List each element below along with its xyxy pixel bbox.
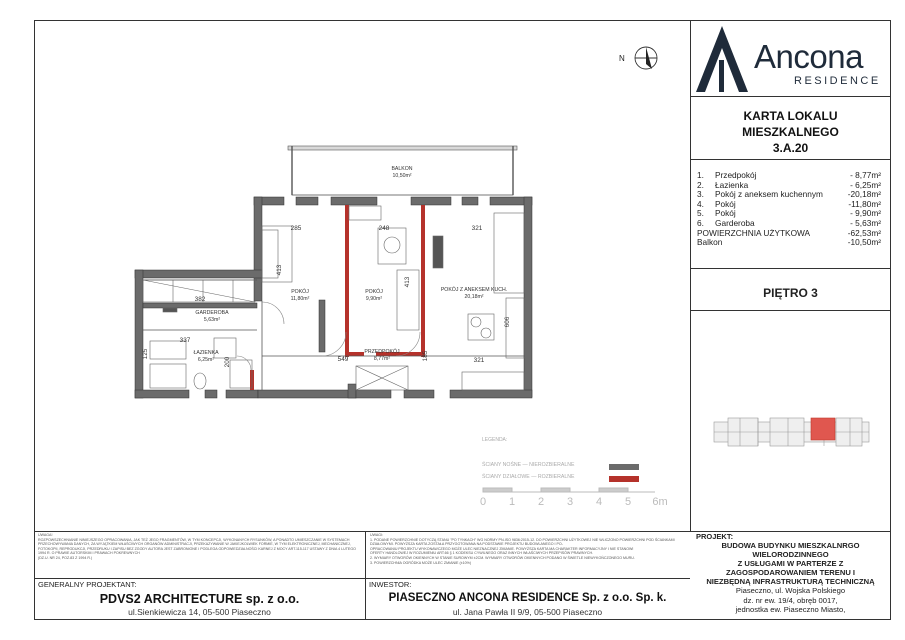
- total-name: Balkon: [697, 237, 723, 248]
- area-no: 2.: [697, 179, 704, 190]
- dim-125: 125: [142, 348, 149, 360]
- dim-248: 248: [378, 225, 390, 232]
- area-name: Pokój: [715, 198, 736, 209]
- divider-floor: [690, 310, 891, 311]
- room-label-pokoj-1: POKÓJ: [291, 289, 309, 295]
- dimension-labels: [142, 225, 511, 367]
- area-value: -20,18m²: [847, 189, 881, 200]
- area-name: Garderoba: [715, 217, 755, 228]
- room-area-przedpokoj: 8,77m²: [373, 356, 391, 362]
- designer-address: ul.Sienkiewicza 14, 05-500 Piaseczno: [128, 607, 271, 617]
- project-line: Piaseczno, ul. Wojska Polskiego: [735, 586, 846, 596]
- divider-logo: [690, 96, 891, 97]
- project-line: ZAGOSPODAROWANIEM TERENU I: [725, 568, 856, 578]
- dim-413-b: 413: [404, 276, 411, 288]
- area-name: Przedpokój: [715, 170, 757, 180]
- area-name: Łazienka: [715, 179, 749, 190]
- room-label-przedpokoj: PRZEDPOKÓJ: [364, 349, 400, 355]
- legend: [480, 437, 668, 508]
- area-name: Pokój: [715, 208, 736, 219]
- brand-subtitle: RESIDENCE: [794, 75, 881, 87]
- area-value: - 6,25m²: [850, 179, 881, 190]
- dim-200: 200: [224, 356, 231, 368]
- copyright-note-title: UWAGA!: [38, 533, 53, 537]
- area-no: 6.: [697, 217, 704, 228]
- area-no: 4.: [697, 198, 704, 209]
- area-no: 3.: [697, 189, 704, 200]
- total-name: POWIERZCHNIA UŻYTKOWA: [697, 227, 811, 238]
- room-label-aneks: POKÓJ Z ANEKSEM KUCH.: [440, 287, 508, 293]
- room-area-pokoj-2: 9,90m²: [365, 296, 383, 302]
- scale-bar: [483, 488, 655, 492]
- door-swings: [237, 302, 420, 370]
- investor-address: ul. Jana Pawła II 9/9, 05-500 Piaseczno: [452, 607, 603, 617]
- brand-name: Ancona: [754, 38, 863, 75]
- remarks-line: 3. POWIERZCHNIA OGRÓDKA MOŻE ULEC ZMIANIE (±10%): [370, 560, 472, 565]
- card-title-line-2: MIESZKALNEGO: [742, 125, 839, 139]
- remarks-title: UWAGI:: [370, 533, 384, 537]
- scale-4: 4: [595, 496, 603, 508]
- room-area-lazienka: 6,25m²: [197, 357, 215, 363]
- total-row-balcony: [697, 238, 881, 248]
- dim-549: 549: [337, 356, 349, 363]
- compass-north-label: N: [619, 54, 625, 63]
- project-line: WIELORODZINNEGO: [752, 550, 829, 560]
- logo-mark-icon: [696, 26, 748, 92]
- copyright-note: [38, 533, 360, 561]
- room-label-pokoj-2: POKÓJ: [365, 289, 383, 295]
- card-title-line-1: KARTA LOKALU: [743, 109, 838, 123]
- room-area-aneks: 20,18m²: [464, 294, 484, 300]
- legend-item-partition: ŚCIANY DZIAŁOWE — ROZBIERALNE: [482, 474, 575, 480]
- dim-285: 285: [290, 225, 302, 232]
- remarks-line: OFERTY HANDLOWEJ W ROZUMIENIU ART.66 § 1 KODEKSU CYWILNEGO ORAZ INNYCH WŁAŚCIWYCH PRZEPISÓW PRAWNYCH.: [370, 551, 594, 556]
- area-no: 5.: [697, 208, 704, 219]
- legend-item-bearing: ŚCIANY NOŚNE — NIEROZBIERALNE: [482, 462, 575, 468]
- remarks-line: 1. PODANE POWIERZCHNIE DOTYCZĄ STANU "PO TYNKACH" WG NORMY PN-ISO 9836:2015-12. DO POWIERZCHNI UŻYTKOWEJ NIE WLICZONO POWIERZCHNI POD ŚCIANKAMI DZIAŁOWYMI. POWYŻSZA KARTA ZOSTAŁA PRZYGOTOWANA NA PODSTAWIE PROJEKTU BUDOWLANEGO I PO-: [370, 537, 675, 547]
- card-title: [690, 108, 891, 156]
- remarks-note: [370, 533, 686, 565]
- copyright-note-ref: (DZ.U. NR 24, POZ.83 Z 1994 R.): [38, 555, 93, 560]
- scale-6m: 6m: [652, 496, 668, 508]
- designer-name: PDVS2 ARCHITECTURE sp. z o.o.: [99, 592, 300, 606]
- total-value: -62,53m²: [847, 227, 881, 238]
- remarks-line: OPRACOWANIU PROJEKTU WYKONAWCZEGO MOŻE ULEC NIEZNACZNEJ ZMIANIE. POWYŻSZA KARTA MA CHARAKTER INFORMACYJNY I NIE STANOWI: [370, 546, 634, 551]
- dim-321-top: 321: [471, 225, 483, 232]
- room-label-garderoba: GARDEROBA: [195, 310, 229, 316]
- area-list: [697, 171, 881, 248]
- room-area-pokoj-1: 11,80m²: [290, 296, 310, 302]
- project-label: PROJEKT:: [696, 532, 734, 541]
- divider-title: [690, 159, 891, 160]
- area-value: -11,80m²: [848, 198, 881, 209]
- copyright-note-body: ROZPOWSZECHNIANIE NINIEJSZEGO OPRACOWANIA, JAK TEŻ JEGO FRAGMENTÓW, W TYM KONCEPCJI, WYKONANYCH RYSUNKÓW, A PONADTO UMIESZCZANIE W SYSTEMACH PRZECHOWYWANIA DANYCH, ZA WYJĄTKIEM WŁAŚCIWYCH ORGANÓW ADMINISTRACJI, PRZEKAZYWANIE W JAKIEJKOLWIEK FORMIE, W TYM ELEKTRONICZNEJ, MECHANICZNEJ, FOTOKOPII, REPRODUKCJI, PRZEDRUKU I ZAPISU BEZ ZGODY AUTORA JEST ZABRONIONE I PODLEGA ODPOWIEDZIALNOŚCI KARNEJ Z MOCY ART.115-117 USTAWY Z DNIA 4 LUTEGO 1994 R. O PRAWIE AUTORSKIM I PRAWACH POKREWNYCH: [38, 537, 356, 556]
- total-value: -10,50m²: [847, 237, 881, 248]
- key-plan: [714, 418, 869, 446]
- dim-185: 185: [422, 350, 429, 362]
- area-name: Pokój z aneksem kuchennym: [715, 189, 823, 200]
- room-area-balkon: 10,50m²: [392, 173, 412, 179]
- scale-0: 0: [479, 496, 487, 508]
- compass-rose: [619, 47, 657, 69]
- key-plan-highlighted-unit: [811, 418, 835, 440]
- room-label-balkon: BALKON: [391, 166, 413, 172]
- investor-name: PIASECZNO ANCONA RESIDENCE Sp. z o.o. Sp. k.: [388, 592, 667, 604]
- remarks-line: 2. WYMIARY OTWORÓW OKIENNYCH W STANIE SUROWYM ±2CM. WYMIARY OTWORÓW OKIENNYCH PODANO W ŚWIETLE NIEWYKOŃCZONEGO MURU.: [370, 555, 635, 560]
- investor-label: INWESTOR:: [369, 580, 412, 589]
- dim-321-bottom: 321: [473, 357, 485, 364]
- area-value: - 9,90m²: [850, 208, 881, 219]
- divider-areas: [690, 268, 891, 269]
- area-value: - 5,63m²: [850, 217, 881, 228]
- scale-1: 1: [508, 496, 516, 508]
- scale-2: 2: [537, 496, 545, 508]
- dim-337: 337: [179, 337, 191, 344]
- floor-label: PIĘTRO 3: [763, 286, 818, 300]
- card-title-line-3: 3.A.20: [772, 141, 809, 155]
- project-line: Z USŁUGAMI W PARTERZE Z: [737, 559, 844, 569]
- area-value: - 8,77m²: [850, 170, 881, 180]
- legend-swatch-partition: [609, 476, 639, 482]
- project-line: jednostka ew. Piaseczno Miasto,: [735, 604, 846, 614]
- bottom-divider-mid: [34, 578, 690, 579]
- bottom-divider-top: [34, 531, 891, 532]
- project-line: dz. nr ew. 19/4, obręb 0017,: [743, 595, 838, 605]
- legend-swatch-bearing: [609, 464, 639, 470]
- project-line: BUDOWA BUDYNKU MIESZKALNRGO: [721, 541, 860, 550]
- legend-title: LEGENDA:: [482, 437, 508, 443]
- dim-413-a: 413: [276, 264, 283, 276]
- dim-382: 382: [194, 296, 206, 303]
- dim-606: 606: [504, 316, 511, 328]
- designer-label: GENERALNY PROJEKTANT:: [38, 580, 137, 589]
- scale-3: 3: [566, 496, 574, 508]
- project-line: NIEZBĘDNĄ INFRASTRUKTURĄ TECHNICZNĄ: [706, 577, 875, 587]
- project-description: [690, 541, 891, 614]
- room-area-garderoba: 5,63m²: [203, 317, 221, 323]
- area-no: 1.: [697, 170, 704, 180]
- scale-5: 5: [624, 496, 632, 508]
- room-labels: [193, 166, 507, 363]
- room-label-lazienka: ŁAZIENKA: [193, 350, 219, 356]
